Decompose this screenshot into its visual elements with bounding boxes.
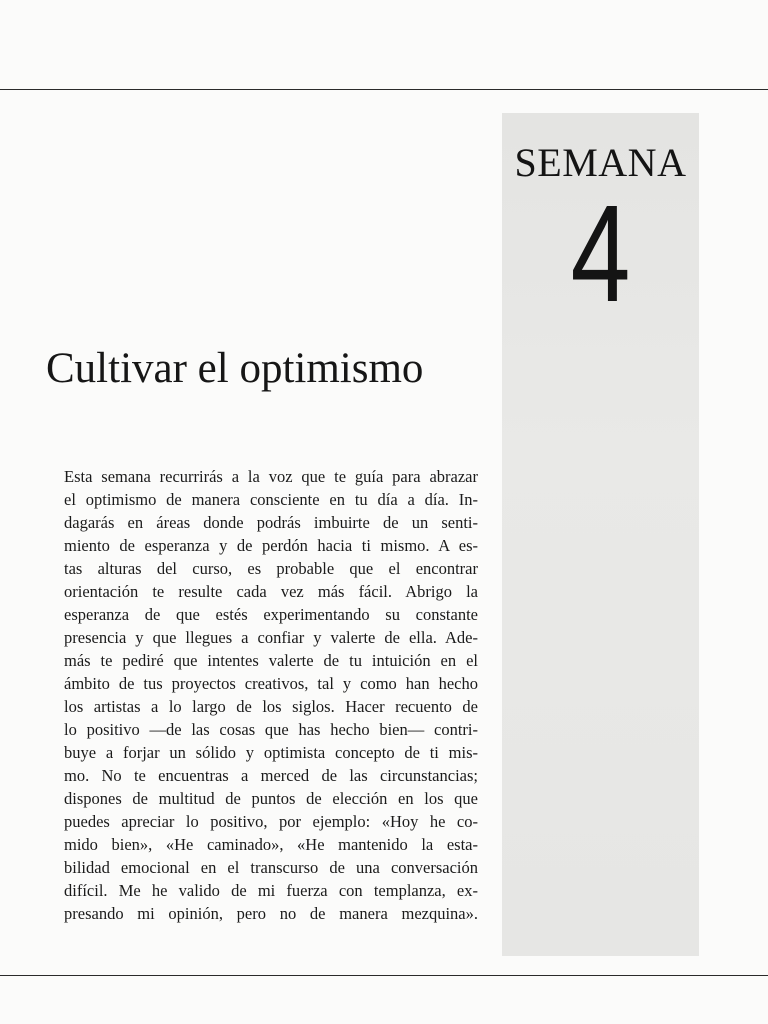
body-line: dispones de multitud de puntos de elección en los que (64, 789, 478, 808)
body-line: más te pediré que intentes valerte de tu intuición en el (64, 651, 478, 670)
week-number: 4 (570, 177, 631, 331)
body-line: el optimismo de manera consciente en tu día a día. In- (64, 490, 478, 509)
body-line: orientación te resulte cada vez más fácil. Abrigo la (64, 582, 478, 601)
chapter-title: Cultivar el optimismo (46, 345, 424, 392)
body-line: mido bien», «He caminado», «He mantenido la esta- (64, 835, 478, 854)
bottom-rule (0, 975, 768, 976)
body-line: los artistas a lo largo de los siglos. Hacer recuento de (64, 697, 478, 716)
top-rule (0, 89, 768, 90)
body-line: dagarás en áreas donde podrás imbuirte de un senti- (64, 513, 478, 532)
body-line: bilidad emocional en el transcurso de una conversación (64, 858, 478, 877)
body-line: presando mi opinión, pero no de manera mezquina». (64, 904, 478, 923)
body-line: presencia y que llegues a confiar y valerte de ella. Ade- (64, 628, 478, 647)
body-line: difícil. Me he valido de mi fuerza con templanza, ex- (64, 881, 478, 900)
body-line: puedes apreciar lo positivo, por ejemplo: «Hoy he co- (64, 812, 478, 831)
body-line: miento de esperanza y de perdón hacia ti mismo. A es- (64, 536, 478, 555)
week-side-panel (502, 113, 699, 956)
body-line: mo. No te encuentras a merced de las circunstancias; (64, 766, 478, 785)
body-line: ámbito de tus proyectos creativos, tal y como han hecho (64, 674, 478, 693)
body-line: lo positivo —de las cosas que has hecho bien— contri- (64, 720, 478, 739)
body-line: esperanza de que estés experimentando su constante (64, 605, 478, 624)
body-line: tas alturas del curso, es probable que el encontrar (64, 559, 478, 578)
body-line: Esta semana recurrirás a la voz que te guía para abrazar (64, 467, 478, 486)
body-line: buye a forjar un sólido y optimista concepto de ti mis- (64, 743, 478, 762)
week-label: SEMANA (514, 140, 687, 185)
body-paragraph (64, 465, 478, 925)
